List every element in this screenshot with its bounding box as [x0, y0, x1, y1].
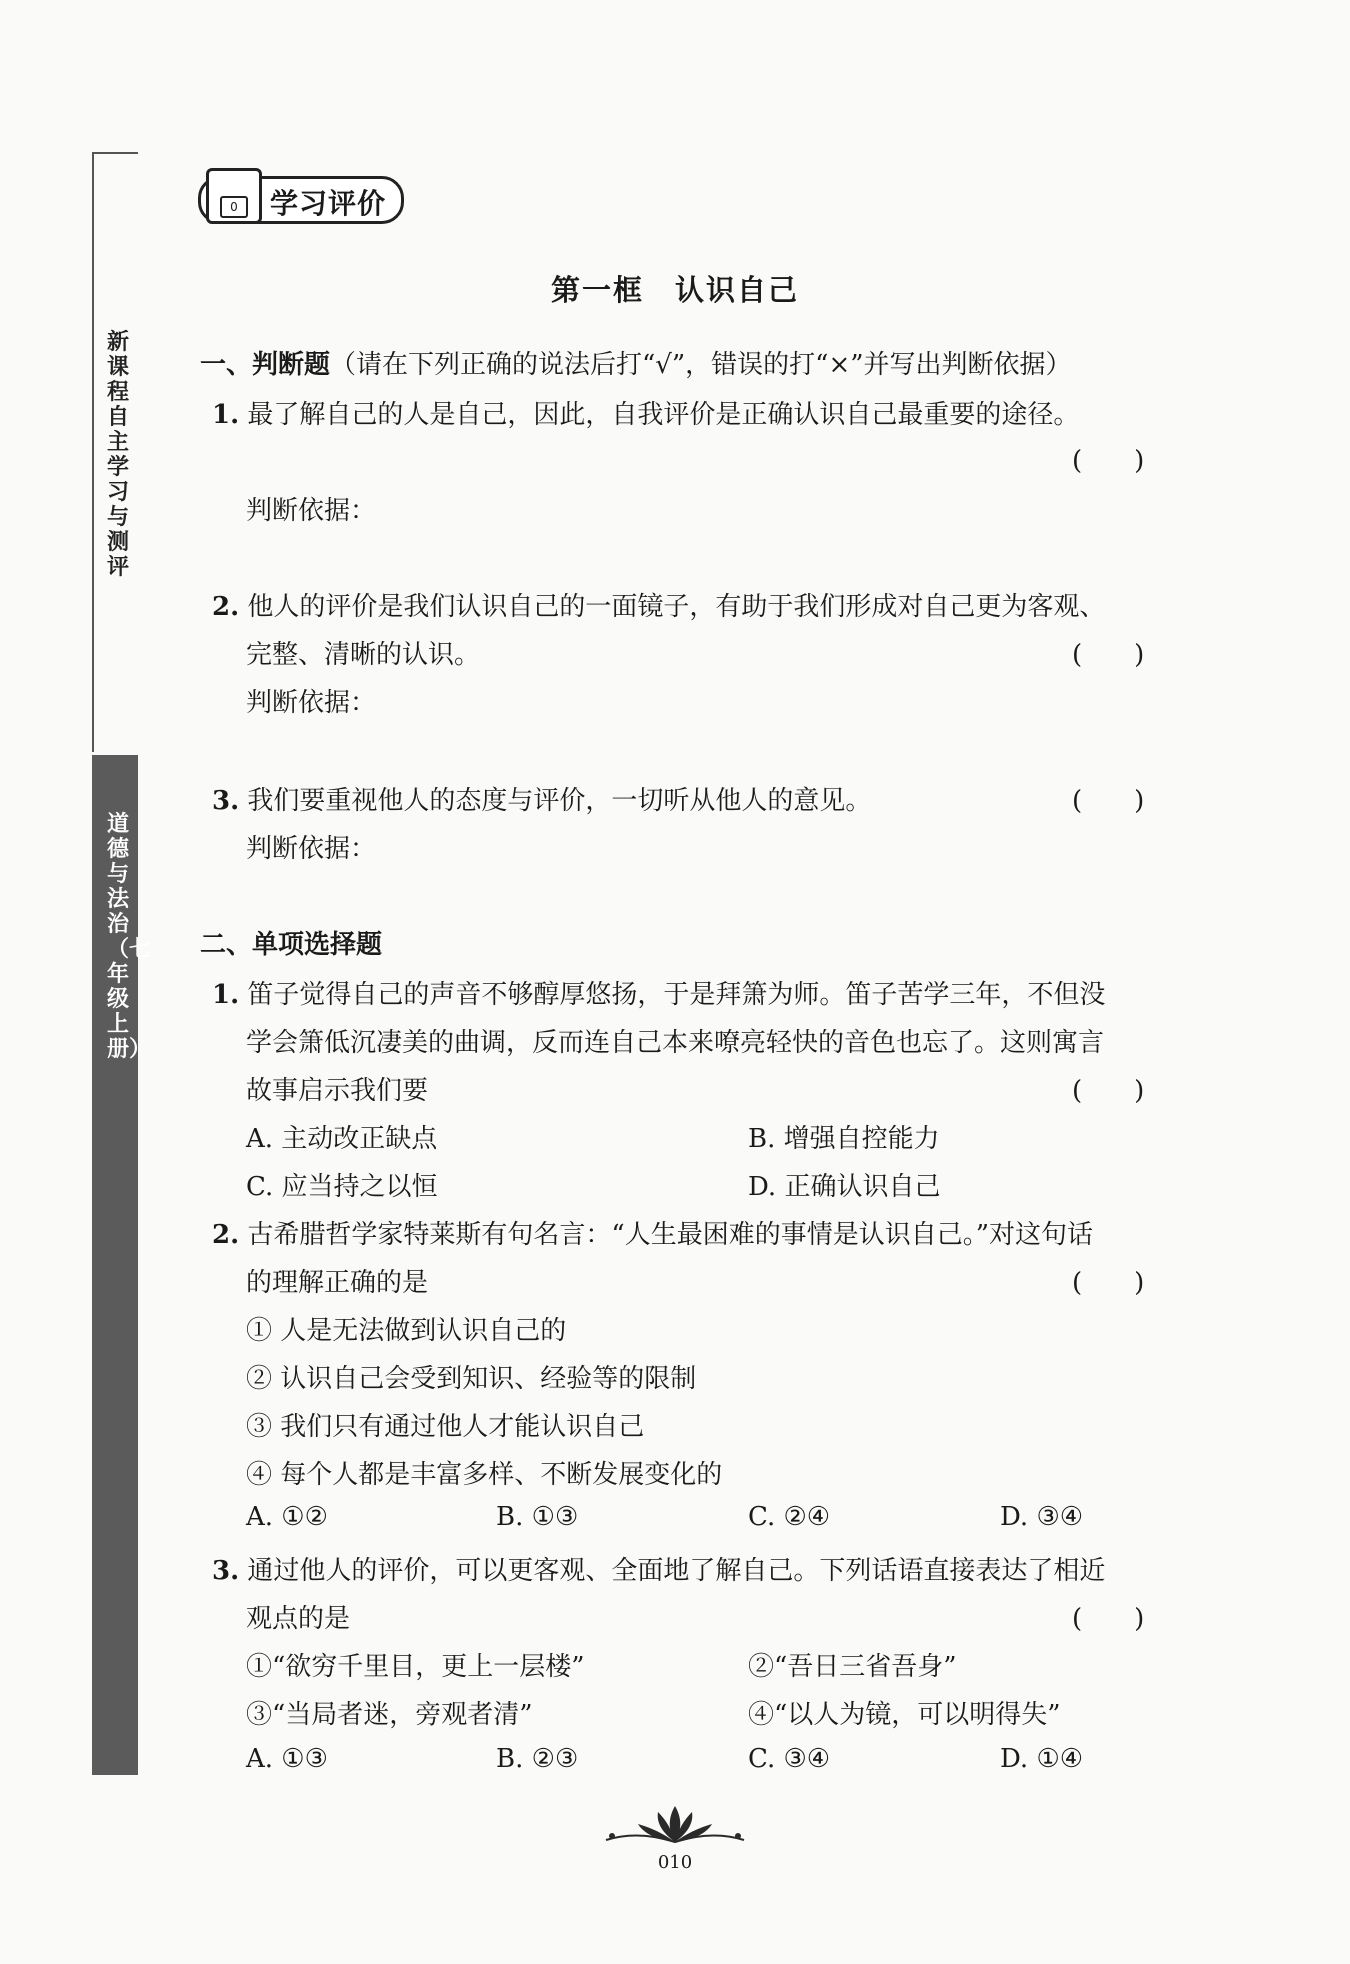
s1-q3-answer-box[interactable]: ( ) — [1072, 786, 1145, 816]
s1-q1-basis: 判断依据： — [246, 496, 377, 526]
s1-q2-answer-box[interactable]: ( ) — [1072, 640, 1145, 670]
section1-heading-text: 一、判断题 — [200, 350, 331, 380]
s2-q2-statement-2: ② 认识自己会受到知识、经验等的限制 — [246, 1364, 697, 1394]
s2-q1 — [212, 974, 1105, 1011]
s2-q3-option-d[interactable]: D. ①④ — [1000, 1744, 1084, 1774]
section1-heading — [200, 344, 1072, 381]
section1-note: （请在下列正确的说法后打“√”，错误的打“×”并写出判断依据） — [330, 350, 1072, 380]
s2-q3-line2: 观点的是 — [246, 1604, 351, 1634]
s1-q3-text: 我们要重视他人的态度与评价，一切听从他人的意见。 — [247, 786, 872, 816]
s2-q2-line1: 古希腊哲学家特莱斯有句名言：“人生最困难的事情是认识自己。”对这句话 — [247, 1220, 1094, 1250]
s2-q1-answer-box[interactable]: ( ) — [1072, 1076, 1145, 1106]
s2-q2-option-c[interactable]: C. ②④ — [748, 1502, 831, 1532]
s2-q2-statement-1: ① 人是无法做到认识自己的 — [246, 1316, 567, 1346]
s2-q2-num: 2. — [212, 1220, 240, 1250]
s2-q1-option-b[interactable]: B. 增强自控能力 — [748, 1124, 940, 1154]
s2-q2-answer-box[interactable]: ( ) — [1072, 1268, 1145, 1298]
s1-q2-basis: 判断依据： — [246, 688, 377, 718]
s2-q3-statement-3: ③“当局者迷，旁观者清” — [246, 1700, 533, 1730]
floppy-disk-label: 0 — [220, 196, 248, 218]
s1-q2 — [212, 586, 1105, 623]
s2-q1-line2: 学会箫低沉凄美的曲调，反而连自己本来嘹亮轻快的音色也忘了。这则寓言 — [246, 1028, 1105, 1058]
s2-q1-option-c[interactable]: C. 应当持之以恒 — [246, 1172, 438, 1202]
s2-q1-option-d[interactable]: D. 正确认识自己 — [748, 1172, 941, 1202]
s1-q3-num: 3. — [212, 786, 240, 816]
s1-q1-text: 最了解自己的人是自己，因此，自我评价是正确认识自己最重要的途径。 — [247, 400, 1080, 430]
section-badge-label: 学习评价 — [270, 187, 387, 220]
s1-q2-line2: 完整、清晰的认识。 — [246, 640, 481, 670]
s2-q2-option-b[interactable]: B. ①③ — [496, 1502, 579, 1532]
s2-q2 — [212, 1214, 1093, 1251]
s1-q1-answer-box[interactable]: ( ) — [1072, 446, 1145, 476]
s2-q3-statement-4: ④“以人为镜，可以明得失” — [748, 1700, 1061, 1730]
s2-q3 — [212, 1550, 1105, 1587]
s2-q2-line2: 的理解正确的是 — [246, 1268, 429, 1298]
s1-q2-num: 2. — [212, 592, 240, 622]
s2-q2-option-d[interactable]: D. ③④ — [1000, 1502, 1084, 1532]
s1-q3-basis: 判断依据： — [246, 834, 377, 864]
s1-q3 — [212, 780, 871, 817]
s2-q3-statement-1: ①“欲穷千里目，更上一层楼” — [246, 1652, 585, 1682]
s2-q1-num: 1. — [212, 980, 240, 1010]
floral-ornament-icon — [598, 1800, 752, 1850]
s2-q2-statement-3: ③ 我们只有通过他人才能认识自己 — [246, 1412, 645, 1442]
s2-q3-option-c[interactable]: C. ③④ — [748, 1744, 831, 1774]
s2-q3-option-b[interactable]: B. ②③ — [496, 1744, 579, 1774]
s2-q3-num: 3. — [212, 1556, 240, 1586]
s2-q2-option-a[interactable]: A. ①② — [246, 1502, 328, 1532]
s2-q3-line1: 通过他人的评价，可以更客观、全面地了解自己。下列话语直接表达了相近 — [247, 1556, 1106, 1586]
s2-q3-statement-2: ②“吾日三省吾身” — [748, 1652, 957, 1682]
s1-q1-num: 1. — [212, 400, 240, 430]
side-series-title: 新课程自主学习与测评 — [107, 330, 130, 580]
section2-heading: 二、单项选择题 — [200, 930, 383, 960]
s1-q1 — [212, 394, 1079, 431]
side-subject-title: 道德与法治（七年级上册） — [107, 812, 152, 1062]
page-number: 010 — [657, 1852, 693, 1873]
side-tab-rule — [92, 152, 94, 752]
s1-q2-line1: 他人的评价是我们认识自己的一面镜子，有助于我们形成对自己更为客观、 — [247, 592, 1106, 622]
s2-q1-line3: 故事启示我们要 — [246, 1076, 429, 1106]
chapter-title: 第一框 认识自己 — [550, 273, 799, 307]
s2-q3-option-a[interactable]: A. ①③ — [246, 1744, 328, 1774]
s2-q1-line1: 笛子觉得自己的声音不够醇厚悠扬，于是拜箫为师。笛子苦学三年，不但没 — [247, 980, 1106, 1010]
s2-q2-statement-4: ④ 每个人都是丰富多样、不断发展变化的 — [246, 1460, 723, 1490]
s2-q3-answer-box[interactable]: ( ) — [1072, 1604, 1145, 1634]
s2-q1-option-a[interactable]: A. 主动改正缺点 — [246, 1124, 438, 1154]
